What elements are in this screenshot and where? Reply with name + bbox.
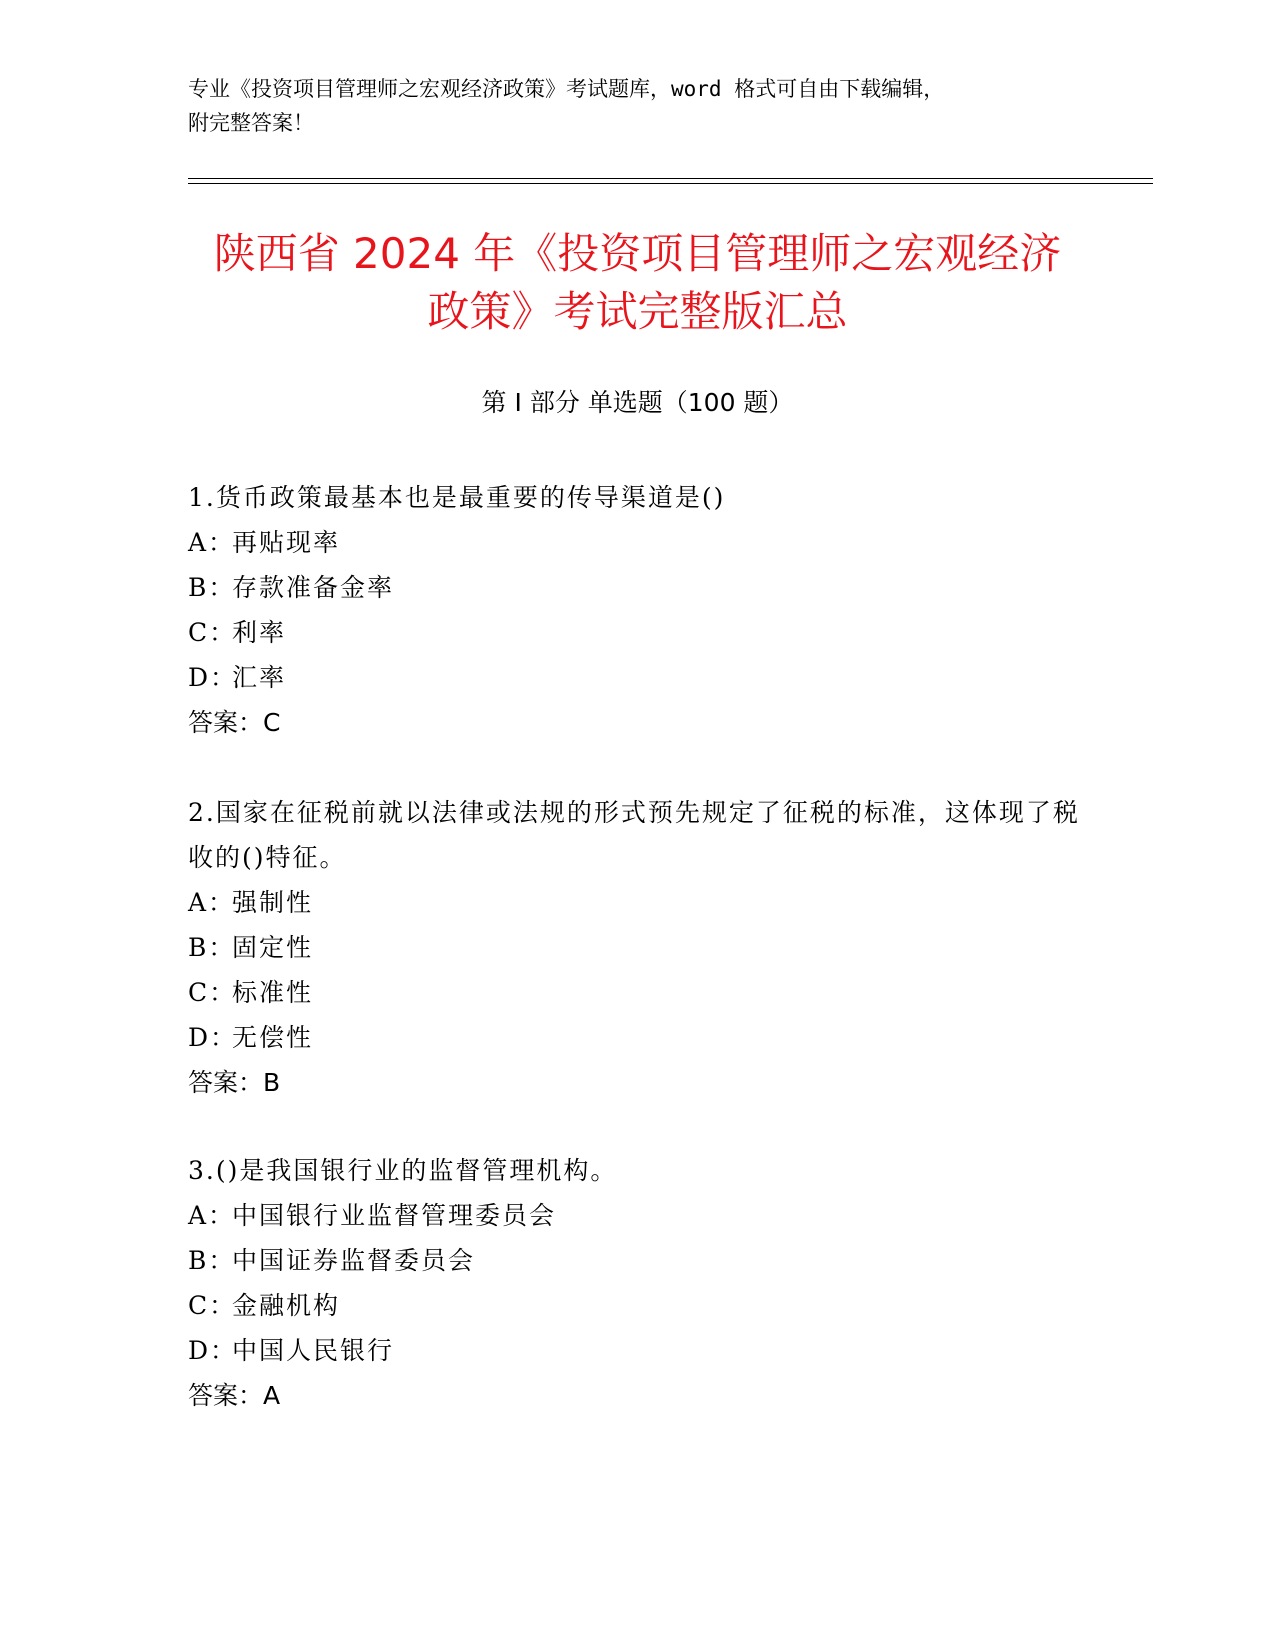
option-text: 再贴现率 (232, 528, 341, 557)
option-key: D： (188, 663, 238, 692)
question-stem: 2.国家在征税前就以法律或法规的形式预先规定了征税的标准，这体现了税收的()特征。 (188, 798, 1080, 872)
answer-line: 答案：A (188, 1381, 281, 1410)
option-c (188, 970, 1088, 1015)
option-c (188, 610, 1088, 655)
option-b (188, 1238, 1088, 1283)
option-text: 存款准备金率 (232, 573, 395, 602)
option-text: 中国证券监督委员会 (232, 1246, 476, 1275)
option-d (188, 655, 1088, 700)
question-stem: 3.()是我国银行业的监督管理机构。 (188, 1156, 618, 1185)
question-stem: 1.货币政策最基本也是最重要的传导渠道是() (188, 483, 726, 512)
section-heading: 第 I 部分 单选题（100 题） (481, 388, 794, 417)
option-key: C： (188, 978, 237, 1007)
option-text: 中国人民银行 (232, 1336, 395, 1365)
option-text: 金融机构 (232, 1291, 341, 1320)
header-divider-bottom (188, 183, 1153, 184)
option-key: A： (188, 1201, 236, 1230)
option-d (188, 1015, 1088, 1060)
option-text: 汇率 (232, 663, 287, 692)
option-text: 强制性 (232, 888, 314, 917)
option-a (188, 520, 1088, 565)
header-note (188, 72, 1088, 140)
question-2 (188, 790, 1088, 1105)
header-divider-top (188, 178, 1153, 179)
header-note-line-2: 附完整答案！ (188, 111, 314, 135)
option-a (188, 1193, 1088, 1238)
option-key: C： (188, 618, 237, 647)
option-key: D： (188, 1023, 238, 1052)
option-text: 标准性 (232, 978, 314, 1007)
option-key: A： (188, 888, 236, 917)
option-key: A： (188, 528, 236, 557)
question-1 (188, 475, 1088, 745)
option-d (188, 1328, 1088, 1373)
option-c (188, 1283, 1088, 1328)
option-key: D： (188, 1336, 238, 1365)
option-text: 无偿性 (232, 1023, 314, 1052)
option-key: B： (188, 1246, 236, 1275)
question-3 (188, 1148, 1088, 1418)
answer-line: 答案：B (188, 1068, 281, 1097)
option-key: B： (188, 933, 236, 962)
option-key: B： (188, 573, 236, 602)
document-title (150, 225, 1125, 341)
document-title-line-1: 陕西省 2024 年《投资项目管理师之宏观经济 (213, 229, 1062, 278)
document-title-line-2: 政策》考试完整版汇总 (427, 287, 848, 336)
option-b (188, 565, 1088, 610)
option-a (188, 880, 1088, 925)
answer-line: 答案：C (188, 708, 281, 737)
option-text: 中国银行业监督管理委员会 (232, 1201, 557, 1230)
option-text: 利率 (232, 618, 287, 647)
option-key: C： (188, 1291, 237, 1320)
option-b (188, 925, 1088, 970)
header-note-line-1: 专业《投资项目管理师之宏观经济政策》考试题库，word 格式可自由下载编辑， (188, 77, 945, 101)
option-text: 固定性 (232, 933, 314, 962)
